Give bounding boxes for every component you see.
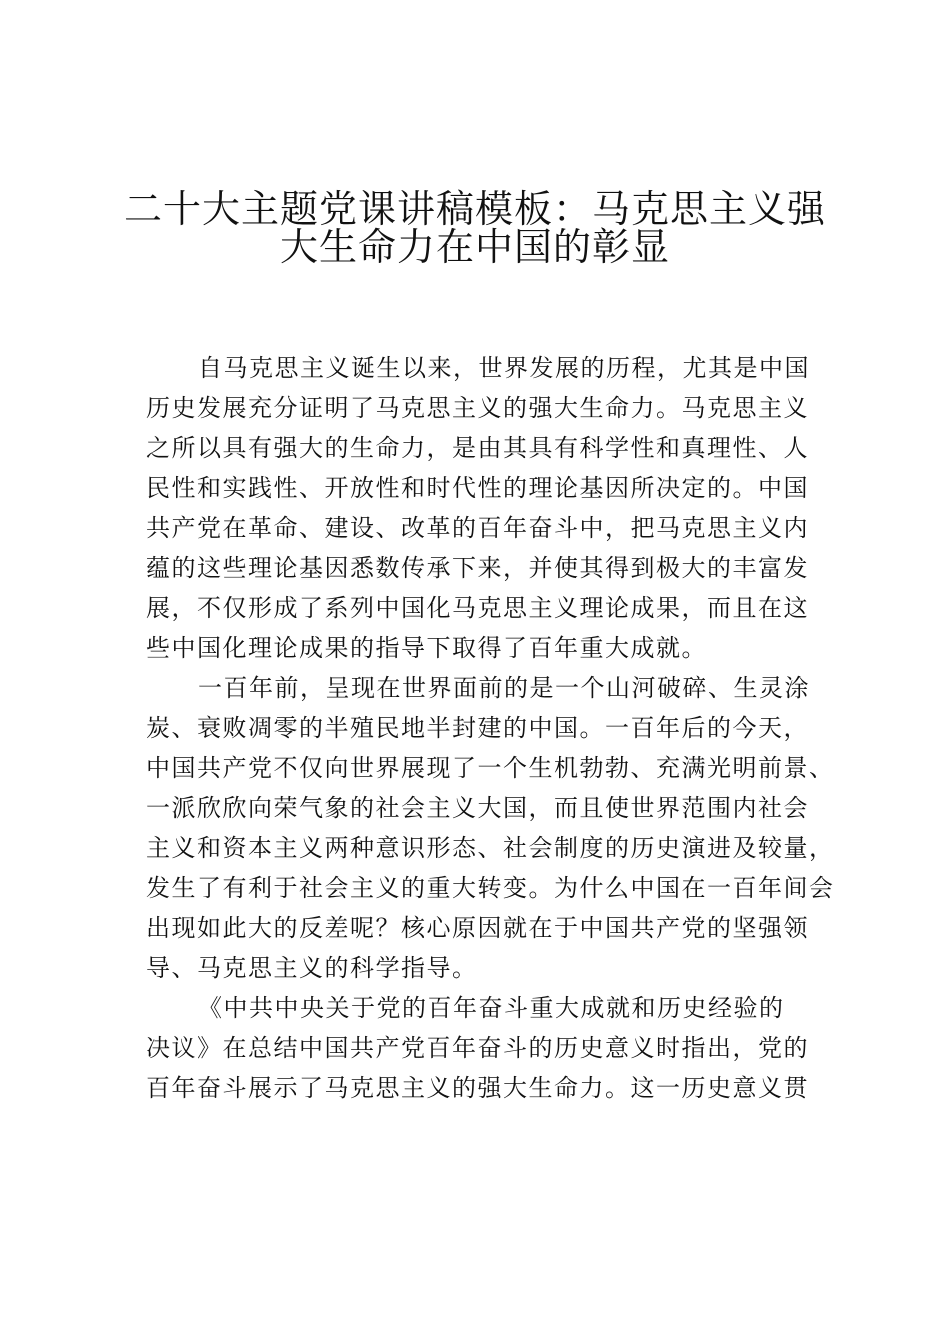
paragraph-1-line: 之所以具有强大的生命力，是由其具有科学性和真理性、人 (146, 434, 809, 462)
paragraph-1-line: 共产党在革命、建设、改革的百年奋斗中，把马克思主义内 (146, 514, 809, 542)
paragraph-3-line: 《中共中央关于党的百年奋斗重大成就和历史经验的 (198, 994, 785, 1022)
document-title-line-1: 二十大主题党课讲稿模板：马克思主义强 (123, 187, 826, 231)
paragraph-1-line: 民性和实践性、开放性和时代性的理论基因所决定的。中国 (146, 474, 809, 502)
paragraph-2-line: 导、马克思主义的科学指导。 (146, 954, 478, 982)
paragraph-1-line: 历史发展充分证明了马克思主义的强大生命力。马克思主义 (146, 394, 809, 422)
paragraph-2-line: 中国共产党不仅向世界展现了一个生机勃勃、充满光明前景、 (146, 754, 835, 782)
paragraph-2-line: 出现如此大的反差呢？核心原因就在于中国共产党的坚强领 (146, 914, 809, 942)
paragraph-1-line: 自马克思主义诞生以来，世界发展的历程，尤其是中国 (198, 354, 810, 382)
document-title-line-2: 大生命力在中国的彰显 (279, 225, 670, 269)
paragraph-2-line: 发生了有利于社会主义的重大转变。为什么中国在一百年间会 (146, 874, 835, 902)
paragraph-3-line: 决议》在总结中国共产党百年奋斗的历史意义时指出，党的 (146, 1034, 809, 1062)
paragraph-3-line: 百年奋斗展示了马克思主义的强大生命力。这一历史意义贯 (146, 1074, 809, 1102)
paragraph-2-line: 主义和资本主义两种意识形态、社会制度的历史演进及较量， (146, 834, 835, 862)
paragraph-1-line: 展，不仅形成了系列中国化马克思主义理论成果，而且在这 (146, 594, 809, 622)
paragraph-2-line: 一派欣欣向荣气象的社会主义大国，而且使世界范围内社会 (146, 794, 809, 822)
paragraph-1-line: 蕴的这些理论基因悉数传承下来，并使其得到极大的丰富发 (146, 554, 809, 582)
paragraph-2-line: 炭、衰败凋零的半殖民地半封建的中国。一百年后的今天， (146, 714, 809, 742)
paragraph-2-line: 一百年前，呈现在世界面前的是一个山河破碎、生灵涂 (198, 674, 810, 702)
paragraph-1-line: 些中国化理论成果的指导下取得了百年重大成就。 (146, 634, 707, 662)
